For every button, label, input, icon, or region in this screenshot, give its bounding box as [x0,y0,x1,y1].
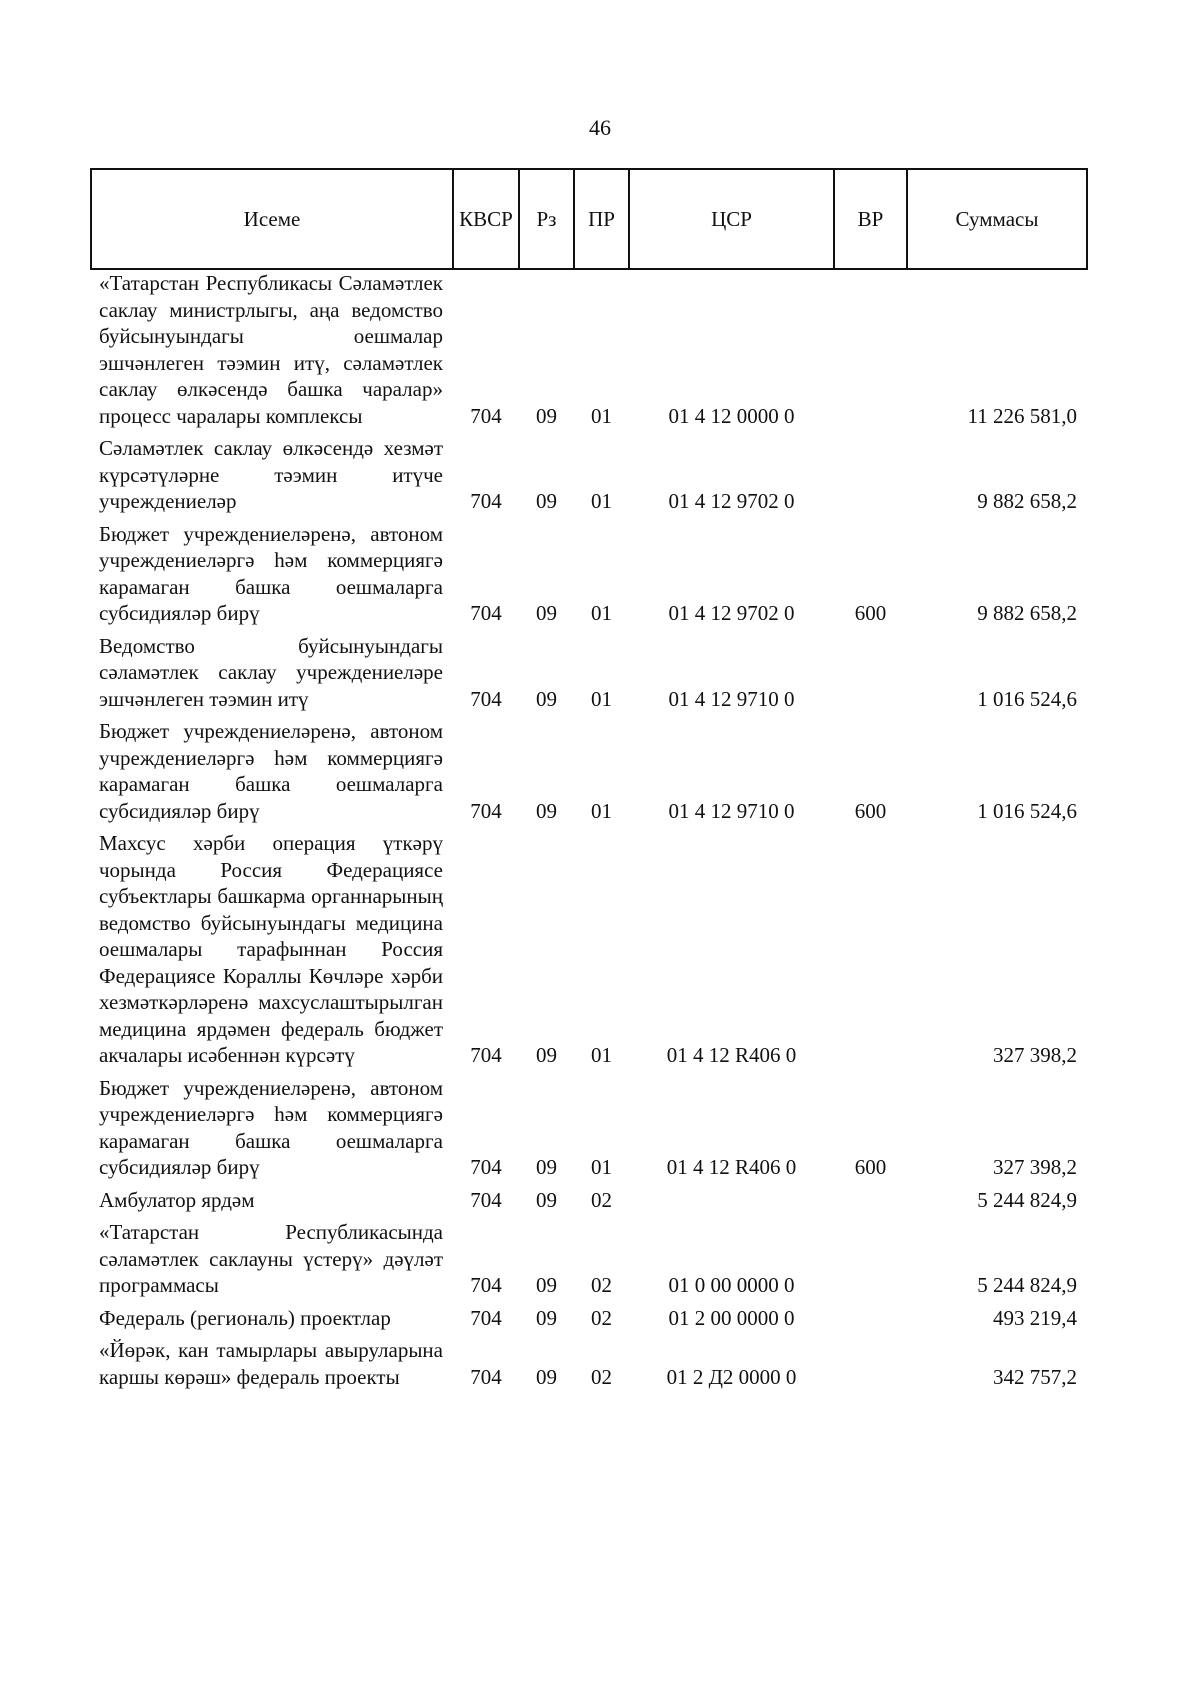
row-kvsr: 704 [470,1155,502,1179]
page-number: 46 [589,115,611,140]
row-rz: 09 [536,1305,557,1330]
row-csr: 01 4 12 R406 0 [666,1155,797,1179]
header-sum: Суммасы [907,169,1087,269]
table-row [91,1075,1087,1187]
row-vr [834,1337,907,1396]
row-name: «Татарстан Республикасында сәламәтлек саклауны үстерү» дәүләт программасы [99,1220,443,1297]
row-sum: 9 882 658,2 [977,489,1077,513]
header-vr: ВР [834,169,907,269]
header-rz: Рз [519,169,574,269]
row-vr [834,435,907,521]
table-row [91,718,1087,830]
row-sum: 1 016 524,6 [977,686,1077,711]
header-name: Исеме [91,169,453,269]
row-vr: 600 [854,1155,887,1179]
row-sum: 5 244 824,9 [977,1273,1077,1297]
table-row [91,1337,1087,1396]
row-csr: 01 4 12 9710 0 [668,798,795,823]
row-sum: 342 757,2 [993,1364,1077,1389]
row-rz: 09 [536,1155,557,1179]
table-row [91,521,1087,633]
row-pr: 02 [591,1187,612,1212]
row-csr: 01 2 00 0000 0 [668,1305,795,1330]
row-kvsr: 704 [470,1305,502,1330]
row-rz: 09 [536,798,557,823]
row-name: «Татарстан Республикасы Сәламәтлек саклау министрлыгы, аңа ведомство буйсынуындагы оешмалар эшчәнлеген тәэмин итү, сәламәтлек саклау өлкәсендә башка чаралар» процесс чаралары комплексы [99,271,443,428]
row-name: Бюджет учреждениеләренә, автоном учреждениеләргә һәм коммерциягә карамаган башка оешмаларга субсидияләр бирү [99,521,443,625]
row-pr: 01 [591,489,612,513]
table-row [91,269,1087,435]
row-sum: 11 226 581,0 [967,403,1077,428]
row-rz: 09 [536,1043,557,1067]
row-kvsr: 704 [470,1273,502,1297]
row-sum: 1 016 524,6 [977,798,1077,823]
row-vr: 600 [854,798,887,823]
row-csr: 01 0 00 0000 0 [668,1273,795,1297]
row-sum: 327 398,2 [993,1155,1077,1179]
header-pr: ПР [574,169,629,269]
row-sum: 327 398,2 [993,1043,1077,1067]
row-name: Сәламәтлек саклау өлкәсендә хезмәт күрсәтүләрне тәэмин итүче учреждениеләр [99,436,443,513]
table-row [91,435,1087,521]
header-kvsr: КВСР [453,169,519,269]
row-name: «Йөрәк, кан тамырлары авыруларына каршы көрәш» федераль проекты [99,1338,443,1389]
header-row [91,169,1087,269]
row-rz: 09 [536,1273,557,1297]
row-pr: 01 [591,686,612,711]
row-rz: 09 [536,403,557,428]
row-kvsr: 704 [470,601,502,625]
row-kvsr: 704 [470,489,502,513]
header-csr: ЦСР [629,169,834,269]
row-pr: 01 [591,403,612,428]
row-sum: 5 244 824,9 [977,1187,1077,1212]
row-pr: 02 [591,1273,612,1297]
row-name: Ведомство буйсынуындагы сәламәтлек саклау учреждениеләре эшчәнлеген тәэмин итү [99,633,443,711]
budget-table [90,168,1088,1396]
row-pr: 01 [591,601,612,625]
row-csr [629,1187,834,1220]
row-csr: 01 4 12 9702 0 [668,601,795,625]
row-rz: 09 [536,1187,557,1212]
row-rz: 09 [536,601,557,625]
table-row [91,1305,1087,1338]
row-rz: 09 [536,686,557,711]
table-row [91,830,1087,1075]
table-row [91,633,1087,719]
row-csr: 01 4 12 0000 0 [668,403,795,428]
row-name: Федераль (региональ) проектлар [99,1305,391,1330]
row-vr [834,269,907,435]
row-csr: 01 4 12 R406 0 [666,1043,797,1067]
row-rz: 09 [536,489,557,513]
row-name: Амбулатор ярдәм [99,1187,255,1212]
row-vr [834,1219,907,1305]
row-name: Бюджет учреждениеләренә, автоном учреждениеләргә һәм коммерциягә карамаган башка оешмаларга субсидияләр бирү [99,719,443,823]
row-kvsr: 704 [470,1043,502,1067]
row-pr: 01 [591,1155,612,1179]
table-row [91,1219,1087,1305]
row-kvsr: 704 [470,798,502,823]
row-sum: 9 882 658,2 [977,601,1077,625]
row-kvsr: 704 [470,403,502,428]
row-vr [834,1187,907,1220]
table-row [91,1187,1087,1220]
row-kvsr: 704 [470,686,502,711]
row-sum: 493 219,4 [993,1305,1077,1330]
row-vr: 600 [854,601,887,625]
row-kvsr: 704 [470,1364,502,1389]
row-pr: 02 [591,1305,612,1330]
row-vr [834,633,907,719]
row-vr [834,830,907,1075]
row-pr: 01 [591,1043,612,1067]
row-rz: 09 [536,1364,557,1389]
row-csr: 01 4 12 9710 0 [668,686,795,711]
row-pr: 02 [591,1364,612,1389]
row-name: Бюджет учреждениеләренә, автоном учреждениеләргә һәм коммерциягә карамаган башка оешмаларга субсидияләр бирү [99,1075,443,1179]
row-kvsr: 704 [470,1187,502,1212]
row-vr [834,1305,907,1338]
row-name: Махсус хәрби операция үткәрү чорында Россия Федерациясе субъектлары башкарма органнарының ведомство буйсынуындагы медицина оешмалары тарафыннан Россия Федерациясе Кораллы Көчләре хәрби хезмәткәрләренә махсуслаштырылган медицина ярдәмен федераль бюджет акчалары исәбеннән күрсәтү [99,831,443,1067]
row-pr: 01 [591,798,612,823]
row-csr: 01 2 Д2 0000 0 [666,1364,797,1389]
row-csr: 01 4 12 9702 0 [668,489,795,513]
